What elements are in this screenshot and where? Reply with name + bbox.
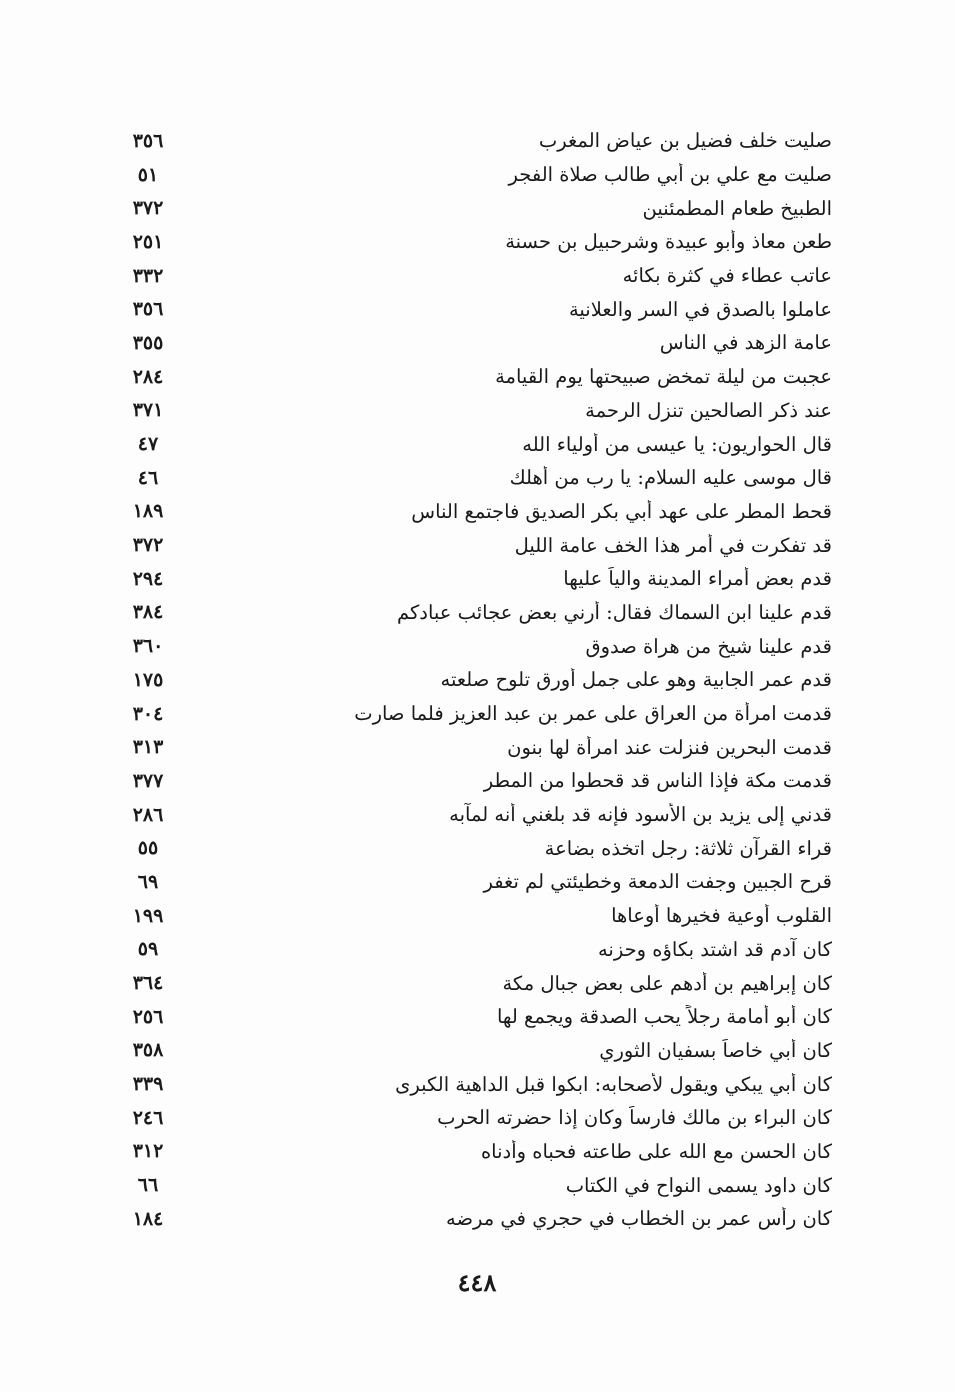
entry-page-number: ٤٦ bbox=[137, 466, 159, 489]
entry-text: الطبيخ طعام المطمئنين bbox=[642, 196, 832, 220]
entry-text: القلوب أوعية فخيرها أوعاها bbox=[611, 904, 832, 928]
entry-text: عجبت من ليلة تمخض صبيحتها يوم القيامة bbox=[495, 365, 832, 389]
entry-text: طعن معاذ وأبو عبيدة وشرحبيل بن حسنة bbox=[505, 230, 832, 254]
entry-text: كان داود يسمى النواح في الكتاب bbox=[565, 1173, 832, 1197]
entry-text: قحط المطر على عهد أبي بكر الصديق فاجتمع الناس bbox=[411, 499, 832, 523]
index-entry bbox=[120, 831, 832, 865]
entry-text: قد تفكرت في أمر هذا الخف عامة الليل bbox=[514, 533, 832, 557]
entry-page-number: ٣٥٨ bbox=[132, 1039, 164, 1062]
entry-text: عند ذكر الصالحين تنزل الرحمة bbox=[585, 398, 832, 422]
index-entry bbox=[120, 158, 832, 192]
entry-text: قراء القرآن ثلاثة: رجل اتخذه بضاعة bbox=[544, 836, 832, 860]
index-entry bbox=[120, 427, 832, 461]
index-entry bbox=[120, 798, 832, 832]
entry-text: قدمت مكة فإذا الناس قد قحطوا من المطر bbox=[483, 769, 832, 793]
index-entry bbox=[120, 259, 832, 293]
entry-text: قال الحواريون: يا عيسى من أولياء الله bbox=[522, 432, 832, 456]
entry-page-number: ٢٥١ bbox=[132, 230, 164, 253]
index-entry bbox=[120, 663, 832, 697]
index-entry bbox=[120, 225, 832, 259]
entry-page-number: ٥٩ bbox=[137, 938, 159, 961]
entry-page-number: ٢٩٤ bbox=[132, 567, 164, 590]
entry-page-number: ٥١ bbox=[137, 163, 159, 186]
index-entry bbox=[120, 933, 832, 967]
entry-page-number: ٣٥٦ bbox=[132, 298, 164, 321]
index-entry bbox=[120, 1101, 832, 1135]
entry-page-number: ٢٨٤ bbox=[132, 365, 164, 388]
entry-text: قدني إلى يزيد بن الأسود فإنه قد بلغني أنه لمآبه bbox=[449, 803, 832, 827]
entry-page-number: ٣٨٤ bbox=[132, 601, 164, 624]
entry-page-number: ٣٠٤ bbox=[132, 702, 164, 725]
entry-text: قدمت امرأة من العراق على عمر بن عبد العزيز فلما صارت bbox=[354, 702, 832, 726]
entry-page-number: ٢٨٦ bbox=[132, 803, 164, 826]
entry-page-number: ٥٥ bbox=[137, 837, 159, 860]
index-entry bbox=[120, 899, 832, 933]
index-entry bbox=[120, 629, 832, 663]
entry-text: صليت خلف فضيل بن عياض المغرب bbox=[538, 129, 832, 153]
entry-text: صليت مع علي بن أبي طالب صلاة الفجر bbox=[508, 163, 832, 187]
entry-text: قدم عمر الجابية وهو على جمل أورق تلوح صلعته bbox=[440, 668, 832, 692]
entry-page-number: ٣٥٦ bbox=[132, 129, 164, 152]
entry-text: كان الحسن مع الله على طاعته فحباه وأدناه bbox=[480, 1139, 832, 1163]
index-entry bbox=[120, 562, 832, 596]
entry-text: قدم علينا ابن السماك فقال: أرني بعض عجائب عبادكم bbox=[397, 600, 832, 624]
index-entry bbox=[120, 1135, 832, 1169]
entry-page-number: ٣٧٢ bbox=[132, 534, 164, 557]
entry-text: كان أبي خاصاً بسفيان الثوري bbox=[599, 1038, 832, 1062]
index-entry bbox=[120, 865, 832, 899]
entry-text: قدم بعض أمراء المدينة والياً عليها bbox=[563, 567, 832, 591]
entry-text: كان أبو أمامة رجلاً يحب الصدقة ويجمع لها bbox=[496, 1005, 832, 1029]
entry-page-number: ٣٧٧ bbox=[132, 769, 164, 792]
page-number: ٤٤٨ bbox=[457, 1268, 497, 1297]
entry-text: قدم علينا شيخ من هراة صدوق bbox=[585, 634, 832, 658]
entry-text: قال موسى عليه السلام: يا رب من أهلك bbox=[509, 466, 832, 490]
entry-text: كان آدم قد اشتد بكاؤه وحزنه bbox=[597, 937, 832, 961]
entry-text: كان أبي يبكي ويقول لأصحابه: ابكوا قبل الداهية الكبرى bbox=[395, 1072, 832, 1096]
index-entry bbox=[120, 495, 832, 529]
entry-text: كان رأس عمر بن الخطاب في حجري في مرضه bbox=[446, 1207, 832, 1231]
index-entry bbox=[120, 1034, 832, 1068]
entry-text: قدمت البحرين فنزلت عند امرأة لها بنون bbox=[507, 735, 832, 759]
index-entry bbox=[120, 292, 832, 326]
entry-page-number: ١٨٤ bbox=[132, 1207, 164, 1230]
index-entry bbox=[120, 697, 832, 731]
index-entry bbox=[120, 360, 832, 394]
index-entry bbox=[120, 461, 832, 495]
entry-text: عاتب عطاء في كثرة بكائه bbox=[622, 264, 832, 288]
entry-page-number: ١٧٥ bbox=[132, 668, 164, 691]
index-entry bbox=[120, 326, 832, 360]
entry-page-number: ٣١٣ bbox=[132, 736, 164, 759]
entry-page-number: ٣٣٩ bbox=[132, 1073, 164, 1096]
entry-text: عامة الزهد في الناس bbox=[659, 331, 832, 355]
index-entry bbox=[120, 191, 832, 225]
entry-text: كان إبراهيم بن أدهم على بعض جبال مكة bbox=[502, 971, 832, 995]
entry-page-number: ٦٩ bbox=[137, 870, 159, 893]
entry-page-number: ٦٦ bbox=[137, 1174, 159, 1197]
entry-page-number: ٣٥٥ bbox=[132, 331, 164, 354]
index-list bbox=[120, 124, 832, 1236]
entry-page-number: ٣٧٢ bbox=[132, 197, 164, 220]
index-entry bbox=[120, 1202, 832, 1236]
index-entry bbox=[120, 528, 832, 562]
index-entry bbox=[120, 764, 832, 798]
index-entry bbox=[120, 1000, 832, 1034]
index-entry bbox=[120, 730, 832, 764]
entry-page-number: ٤٧ bbox=[137, 433, 159, 456]
entry-page-number: ٣٦٠ bbox=[132, 635, 164, 658]
entry-text: كان البراء بن مالك فارساً وكان إذا حضرته الحرب bbox=[437, 1106, 832, 1130]
entry-page-number: ٣٦٤ bbox=[132, 972, 164, 995]
index-entry bbox=[120, 596, 832, 630]
index-entry bbox=[120, 966, 832, 1000]
entry-page-number: ٢٥٦ bbox=[132, 1005, 164, 1028]
index-entry bbox=[120, 394, 832, 428]
index-entry bbox=[120, 124, 832, 158]
entry-text: قرح الجبين وجفت الدمعة وخطيئتي لم تغفر bbox=[483, 870, 832, 894]
index-entry bbox=[120, 1168, 832, 1202]
entry-page-number: ٣٣٢ bbox=[132, 264, 164, 287]
entry-page-number: ٢٤٦ bbox=[132, 1106, 164, 1129]
entry-page-number: ٣٧١ bbox=[132, 399, 164, 422]
entry-page-number: ٣١٢ bbox=[132, 1140, 164, 1163]
entry-text: عاملوا بالصدق في السر والعلانية bbox=[568, 297, 832, 321]
entry-page-number: ١٨٩ bbox=[132, 500, 164, 523]
entry-page-number: ١٩٩ bbox=[132, 904, 164, 927]
index-entry bbox=[120, 1067, 832, 1101]
